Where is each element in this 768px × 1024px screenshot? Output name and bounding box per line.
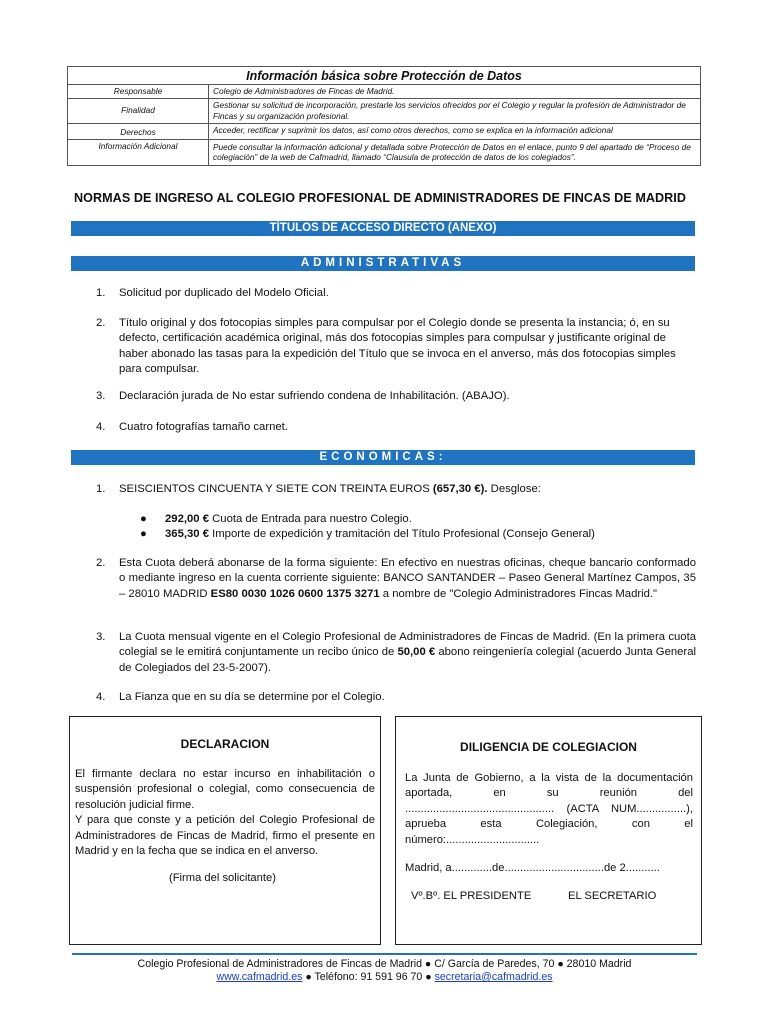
titulos-bar: TÍTULOS DE ACCESO DIRECTO (ANEXO) <box>71 221 695 236</box>
bullet-text: 292,00 € Cuota de Entrada para nuestro Colegio. <box>165 513 412 525</box>
signature-label: (Firma del solicitante) <box>169 872 276 884</box>
footer-rule <box>72 953 697 955</box>
page-title: NORMAS DE INGRESO AL COLEGIO PROFESIONAL DE ADMINISTRADORES DE FINCAS DE MADRID <box>74 191 686 205</box>
administrativas-bar: ADMINISTRATIVAS <box>71 256 695 271</box>
admin-item-number: 3. <box>96 390 106 402</box>
dp-label-derechos: Derechos <box>68 123 209 139</box>
diligencia-title: DILIGENCIA DE COLEGIACION <box>460 740 637 754</box>
admin-item-number: 1. <box>96 287 106 299</box>
secretario-label: EL SECRETARIO <box>568 890 657 902</box>
econ-item-number: 3. <box>96 631 106 643</box>
econ-item-4 <box>96 690 696 705</box>
data-protection-title: Información básica sobre Protección de Datos <box>68 67 701 85</box>
dp-label-responsable: Responsable <box>68 85 209 99</box>
econ-bullet-2 <box>140 527 595 542</box>
dp-value-info-adicional: Puede consultar la información adicional y detallada sobre Protección de Datos en el enlace, punto 9 del apartado de “Proceso de colegiación” de la web de Cafmadrid, llamado “Clausula de protección de datos de los colegiados”. <box>209 139 701 165</box>
declaracion-title: DECLARACION <box>180 737 270 751</box>
econ-item-number: 2. <box>96 557 106 569</box>
econ-item-text: Esta Cuota deberá abonarse de la forma siguiente: En efectivo en nuestras oficinas, cheque bancario conformado o mediante ingreso en la cuenta corriente siguiente: BANCO SANTANDER – Paseo General Martínez Campos, 35 – 28010 MADRID ES80 0030 1026 0600 1375 3271 a nombre de "Colegio Administradores Fincas Madrid." <box>119 557 696 600</box>
footer-phone: ● Teléfono: 91 591 96 70 ● <box>302 971 435 983</box>
bullet-icon: ● <box>140 528 147 540</box>
dp-value-derechos: Acceder, rectificar y suprimir los datos, así como otros derechos, como se explica en la información adicional <box>209 123 701 139</box>
econ-bullet-1 <box>140 512 412 527</box>
admin-item-text: Título original y dos fotocopias simples para compulsar por el Colegio donde se presenta la instancia; ó, en su defecto, certificación académica original, más dos fotocopias simples para compulsar y justificante original de haber abonado las tasas para la expedición del Título que se invoca en el anverso, más dos fotocopias simples para compulsar. <box>119 317 676 375</box>
admin-item-4 <box>96 420 696 435</box>
admin-item-text: Cuatro fotografías tamaño carnet. <box>119 421 288 433</box>
diligencia-box <box>395 716 702 945</box>
footer-address: Colegio Profesional de Administradores de Fincas de Madrid ● C/ García de Paredes, 70 ● 28010 Madrid <box>137 958 632 970</box>
diligencia-date-line: Madrid, a.............de................................de 2........... <box>405 862 660 874</box>
dp-value-responsable: Colegio de Administradores de Fincas de Madrid. <box>209 85 701 99</box>
email-link[interactable]: secretaria@cafmadrid.es <box>434 971 553 983</box>
data-protection-table <box>67 66 701 166</box>
econ-item-text: La Cuota mensual vigente en el Colegio Profesional de Administradores de Fincas de Madrid. (En la primera cuota colegial se le emitirá conjuntamente un recibo único de 50,00 € abono reingeniería colegial (acuerdo Junta General de Colegiados del 23-5-2007). <box>119 631 696 674</box>
declaracion-box <box>69 716 381 945</box>
declaracion-text: El firmante declara no estar incurso en inhabilitación o suspensión profesional o colegial, como consecuencia de resolución judicial firme. Y para que conste y a petición del Colegio Profesional de Administradores de Fincas de Madrid, firmo el presente en Madrid y en la fecha que se indica en el anverso. <box>75 768 375 858</box>
admin-item-number: 2. <box>96 317 106 329</box>
presidente-label: Vº.Bº. EL PRESIDENTE <box>411 890 532 902</box>
website-link[interactable]: www.cafmadrid.es <box>216 971 303 983</box>
admin-item-text: Declaración jurada de No estar sufriendo condena de Inhabilitación. (ABAJO). <box>119 390 510 402</box>
bullet-icon: ● <box>140 513 147 525</box>
econ-item-number: 4. <box>96 691 106 703</box>
admin-item-2 <box>96 316 696 377</box>
admin-item-3 <box>96 389 696 404</box>
econ-item-1 <box>96 482 696 497</box>
admin-item-number: 4. <box>96 421 106 433</box>
admin-item-1 <box>96 286 696 301</box>
econ-item-3 <box>96 630 696 676</box>
footer-contact <box>72 971 697 984</box>
dp-label-finalidad: Finalidad <box>68 98 209 123</box>
econ-item-text: SEISCIENTOS CINCUENTA Y SIETE CON TREINTA EUROS (657,30 €). Desglose: <box>119 483 541 495</box>
diligencia-text: La Junta de Gobierno, a la vista de la documentación aportada, en su reunión del ................................................ (ACTA NUM................), aprueba esta Colegiación, con el número:.............................. <box>405 772 693 846</box>
dp-label-info-adicional: Información Adicional <box>68 139 209 165</box>
economicas-bar: ECONOMICAS: <box>71 450 695 465</box>
admin-item-text: Solicitud por duplicado del Modelo Oficial. <box>119 287 329 299</box>
econ-item-text: La Fianza que en su día se determine por el Colegio. <box>119 691 385 703</box>
econ-item-number: 1. <box>96 483 106 495</box>
bullet-text: 365,30 € Importe de expedición y tramitación del Título Profesional (Consejo General) <box>165 528 595 540</box>
dp-value-finalidad: Gestionar su solicitud de incorporación, prestarle los servicios ofrecidos por el Colegio y regular la profesión de Administrador de Fincas y su organización profesional. <box>209 98 701 123</box>
econ-item-2 <box>96 556 696 602</box>
